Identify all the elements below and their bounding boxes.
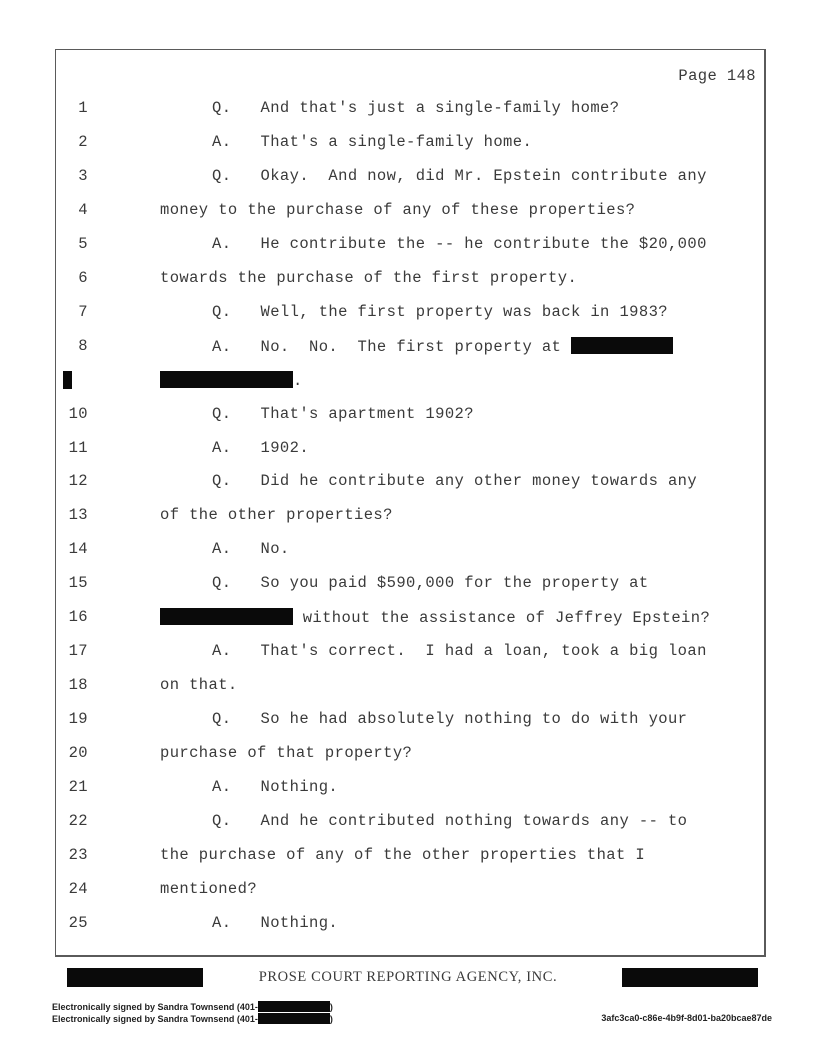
line-text-container xyxy=(212,337,673,356)
line-number: 25 xyxy=(68,913,88,932)
line-number: 21 xyxy=(68,778,88,796)
line-text-container xyxy=(212,642,707,660)
line-text-container xyxy=(212,99,619,117)
line-number: 16 xyxy=(68,608,88,627)
line-text-container xyxy=(160,880,257,898)
redaction-bar xyxy=(160,371,293,388)
redacted-line-number xyxy=(63,371,72,389)
line-text: mentioned? xyxy=(160,879,258,898)
line-text-container xyxy=(160,269,577,287)
line-number: 18 xyxy=(68,676,88,695)
line-text-container xyxy=(212,540,290,558)
line-text: A. That's correct. I had a loan, took a big loan xyxy=(212,642,707,661)
line-number: 1 xyxy=(78,99,88,117)
transcript-line xyxy=(0,778,816,798)
line-text: Q. So he had absolutely nothing to do with your xyxy=(212,710,688,729)
line-text-container xyxy=(160,744,412,762)
line-number: 5 xyxy=(78,234,88,253)
line-text: Q. That's apartment 1902? xyxy=(212,404,474,423)
line-number: 10 xyxy=(68,404,88,423)
transcript-line xyxy=(0,540,816,560)
line-text: purchase of that property? xyxy=(160,744,413,763)
transcript-line xyxy=(0,608,816,628)
line-number: 11 xyxy=(68,438,88,457)
line-text-container xyxy=(212,574,649,592)
agency-name: PROSE COURT REPORTING AGENCY, INC. xyxy=(258,969,558,985)
line-text: A. No. xyxy=(212,540,290,559)
line-text: A. No. No. The first property at xyxy=(212,337,571,356)
line-text-container xyxy=(212,812,687,830)
line-text-container xyxy=(160,371,303,390)
line-text-container xyxy=(160,608,710,627)
line-number: 12 xyxy=(68,472,88,491)
line-text: Q. Okay. And now, did Mr. Epstein contribute any xyxy=(212,166,707,185)
transcript-line xyxy=(0,303,816,323)
line-number: 22 xyxy=(68,811,88,830)
line-number: 4 xyxy=(78,200,88,219)
line-number: 13 xyxy=(68,506,88,525)
transcript-line xyxy=(0,439,816,459)
line-number: 8 xyxy=(78,336,88,355)
transcript-line xyxy=(0,506,816,526)
redaction-bar xyxy=(258,1013,330,1024)
transcript-line xyxy=(0,201,816,221)
transcript-line xyxy=(0,405,816,425)
redaction-bar xyxy=(571,337,673,354)
transcript-line xyxy=(0,676,816,696)
line-text-container xyxy=(212,472,697,490)
line-text: Q. Did he contribute any other money towards any xyxy=(212,472,698,491)
transcript-line xyxy=(0,269,816,289)
line-text: towards the purchase of the first property. xyxy=(160,268,578,287)
transcript-line xyxy=(0,812,816,832)
line-text: Q. And he contributed nothing towards any -- to xyxy=(212,811,688,830)
line-text: Q. So you paid $590,000 for the property at xyxy=(212,574,649,593)
line-text-container xyxy=(212,133,532,151)
page-number: Page 148 xyxy=(678,67,756,85)
transcript-line xyxy=(0,99,816,119)
line-number: 3 xyxy=(78,166,88,185)
signature-text: Electronically signed by Sandra Townsend (401- xyxy=(52,1014,258,1024)
transcript-line xyxy=(0,472,816,492)
line-text: money to the purchase of any of these properties? xyxy=(160,200,636,219)
line-text-container xyxy=(212,167,707,185)
transcript-line xyxy=(0,744,816,764)
line-text-container xyxy=(212,405,474,423)
line-text-container xyxy=(160,676,238,694)
line-text-container xyxy=(212,914,338,932)
line-number: 15 xyxy=(68,574,88,593)
transcript-line xyxy=(0,710,816,730)
line-text-container xyxy=(212,235,707,253)
line-number: 24 xyxy=(68,879,88,898)
line-text-container xyxy=(212,778,338,796)
redaction-bar xyxy=(160,608,293,625)
signature-close: ) xyxy=(329,1002,333,1012)
line-number: 23 xyxy=(68,845,88,864)
redaction-bar xyxy=(258,1001,330,1012)
line-text: on that. xyxy=(160,676,238,695)
line-text: A. Nothing. xyxy=(212,913,339,932)
transcript-line xyxy=(0,337,816,357)
line-text: of the other properties? xyxy=(160,506,393,525)
transcript-line xyxy=(0,371,816,391)
line-text: Q. Well, the first property was back in 1983? xyxy=(212,302,668,321)
transcript-line xyxy=(0,846,816,866)
line-text: A. He contribute the -- he contribute the $20,000 xyxy=(212,234,707,253)
line-text: Q. And that's just a single-family home? xyxy=(212,99,620,117)
line-text: . xyxy=(293,371,303,390)
line-text: without the assistance of Jeffrey Epstein? xyxy=(293,609,711,628)
line-text: A. That's a single-family home. xyxy=(212,132,533,151)
line-text-container xyxy=(160,506,393,524)
line-text: A. Nothing. xyxy=(212,778,339,796)
line-number: 20 xyxy=(68,744,88,763)
line-number: 2 xyxy=(78,132,88,151)
line-text-container xyxy=(212,303,668,321)
line-number: 6 xyxy=(78,268,88,287)
line-text-container xyxy=(212,710,687,728)
line-number: 19 xyxy=(68,710,88,729)
line-number: 7 xyxy=(78,302,88,321)
line-text-container xyxy=(212,439,309,457)
line-number: 14 xyxy=(68,540,88,559)
signature-line xyxy=(52,1013,333,1024)
transcript-line xyxy=(0,642,816,662)
line-text-container xyxy=(160,846,645,864)
transcript-line xyxy=(0,880,816,900)
signature-close: ) xyxy=(329,1014,333,1024)
line-number: 17 xyxy=(68,642,88,661)
transcript-line xyxy=(0,235,816,255)
redaction-bar xyxy=(622,968,758,987)
transcript-line xyxy=(0,574,816,594)
line-text-container xyxy=(160,201,635,219)
transcript-line xyxy=(0,914,816,934)
signature-line xyxy=(52,1001,333,1012)
transcript-line xyxy=(0,133,816,153)
line-text: A. 1902. xyxy=(212,438,310,457)
transcript-line xyxy=(0,167,816,187)
line-text: the purchase of any of the other properties that I xyxy=(160,845,646,864)
signature-text: Electronically signed by Sandra Townsend (401- xyxy=(52,1002,258,1012)
document-hash: 3afc3ca0-c86e-4b9f-8d01-ba20bcae87de xyxy=(601,1013,772,1023)
